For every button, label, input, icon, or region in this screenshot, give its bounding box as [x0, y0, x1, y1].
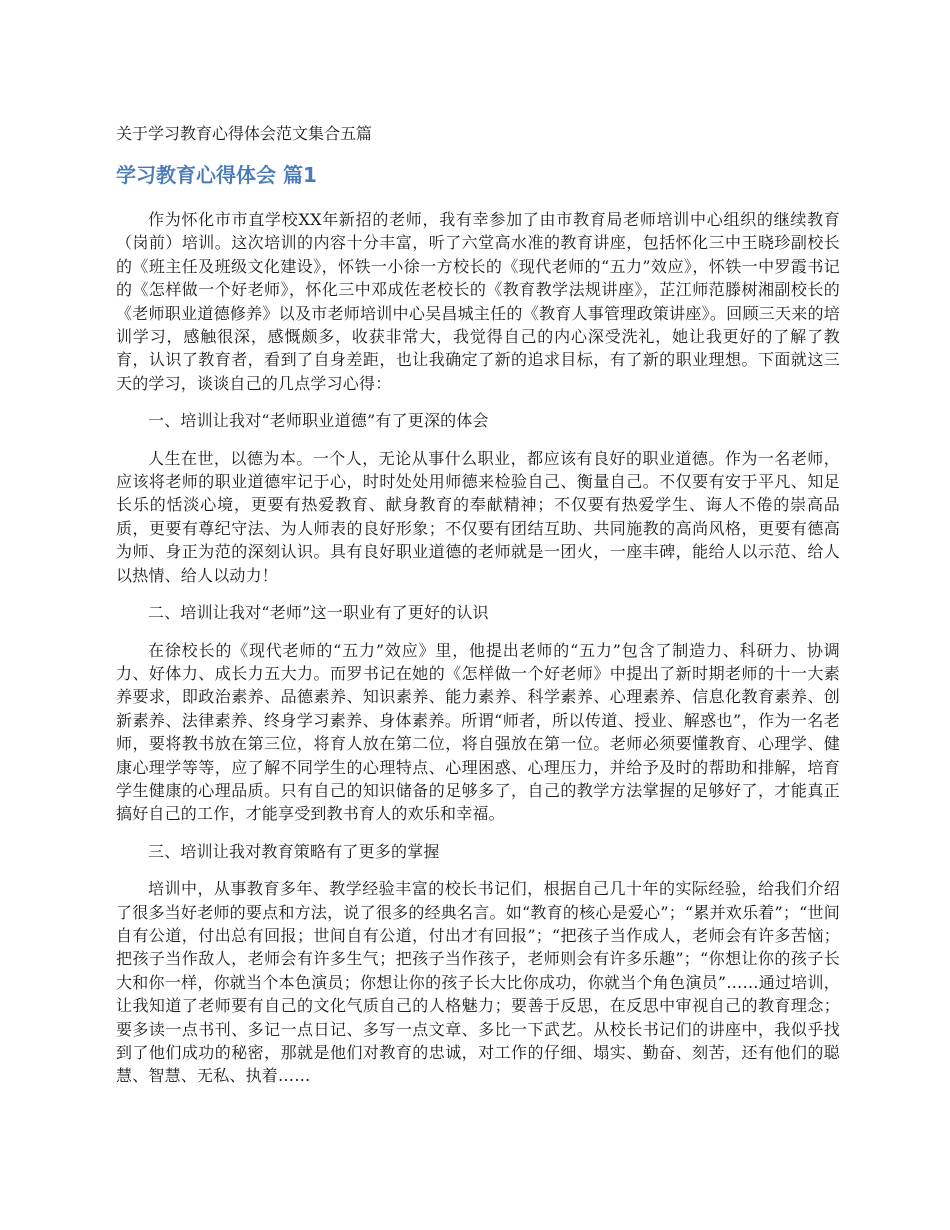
paragraph-ethics: 人生在世，以德为本。一个人，无论从事什么职业，都应该有良好的职业道德。作为一名老师，应该将老师的职业道德牢记于心，时时处处用师德来检验自己、衡量自己。不仅要有安于平凡、知足长乐的恬淡心境，更要有热爱教育、献身教育的奉献精神；不仅要有热爱学生、诲人不倦的崇高品质，更要有尊纪守法、为人师表的良好形象；不仅要有团结互助、共同施教的高尚风格，更要有德高为师、身正为范的深刻认识。具有良好职业道德的老师就是一团火，一座丰碑，能给人以示范、给人以热情、给人以动力！: [116, 448, 840, 585]
document-title: 关于学习教育心得体会范文集合五篇: [116, 124, 373, 143]
document-body: [116, 122, 840, 1102]
subheading-1: 一、培训让我对“老师职业道德”有了更深的体会: [148, 411, 489, 431]
paragraph-intro: 作为怀化市市直学校XX年新招的老师，我有幸参加了由市教育局老师培训中心组织的继续教育（岗前）培训。这次培训的内容十分丰富，听了六堂高水准的教育讲座，包括怀化三中王晓珍副校长的《班主任及班级文化建设》，怀铁一小徐一方校长的《现代老师的“五力”效应》，怀铁一中罗霞书记的《怎样做一个好老师》，怀化三中邓成佐老校长的《教育教学法规讲座》，芷江师范滕树湘副校长的《老师职业道德修养》以及市老师培训中心吴昌城主任的《教育人事管理政策讲座》。回顾三天来的培训学习，感触很深，感慨颇多，收获非常大，我觉得自己的内心深受洗礼，她让我更好的了解了教育，认识了教育者，看到了自身差距，也让我确定了新的追求目标，有了新的职业理想。下面就这三天的学习，谈谈自己的几点学习心得：: [116, 210, 840, 393]
paragraph-profession: 在徐校长的《现代老师的“五力”效应》里，他提出老师的“五力”包含了制造力、科研力、协调力、好体力、成长力五大力。而罗书记在她的《怎样做一个好老师》中提出了新时期老师的十一大素养要求，即政治素养、品德素养、知识素养、能力素养、科学素养、心理素养、信息化教育素养、创新素养、法律素养、终身学习素养、身体素养。所谓“师者，所以传道、授业、解惑也”，作为一名老师，要将教书放在第三位，将育人放在第二位，将自强放在第一位。老师必须要懂教育、心理学、健康心理学等等，应了解不同学生的心理特点、心理困惑、心理压力，并给予及时的帮助和排解，培育学生健康的心理品质。只有自己的知识储备的足够多了，自己的教学方法掌握的足够好了，才能真正搞好自己的工作，才能享受到教书育人的欢乐和幸福。: [116, 640, 840, 824]
subheading-3: 三、培训让我对教育策略有了更多的掌握: [148, 841, 440, 861]
subheading-2: 二、培训让我对“老师”这一职业有了更好的认识: [148, 603, 489, 623]
section-heading: 学习教育心得体会 篇1: [116, 163, 317, 187]
paragraph-strategy: 培训中，从事教育多年、教学经验丰富的校长书记们，根据自己几十年的实际经验，给我们介绍了很多当好老师的要点和方法，说了很多的经典名言。如“教育的核心是爱心”；“累并欢乐着”；“世间自有公道，付出总有回报；世间自有公道，付出才有回报”；“把孩子当作成人，老师会有许多苦恼；把孩子当作敌人，老师会有许多生气；把孩子当作孩子，老师则会有许多乐趣”；“你想让你的孩子长大和你一样，你就当个本色演员；你想让你的孩子长大比你成功，你就当个角色演员”……通过培训，让我知道了老师要有自己的文化气质自己的人格魅力；要善于反思，在反思中审视自己的教育理念；要多读一点书刊、多记一点日记、多写一点文章、多比一下武艺。从校长书记们的讲座中，我似乎找到了他们成功的秘密，那就是他们对教育的忠诚，对工作的仔细、塌实、勤奋、刻苦，还有他们的聪慧、智慧、无私、执着……: [116, 879, 840, 1086]
